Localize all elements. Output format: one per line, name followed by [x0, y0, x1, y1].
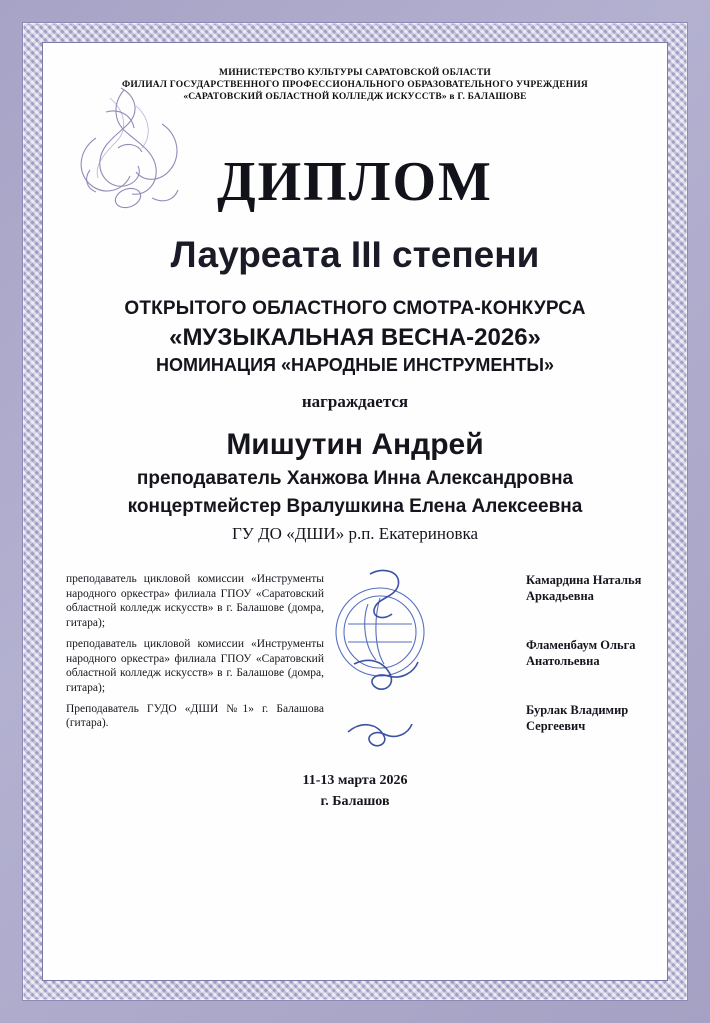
award-degree: Лауреата III степени: [170, 234, 540, 275]
document-title: ДИПЛОМ: [217, 151, 493, 213]
jury-description: преподаватель цикловой комиссии «Инструменты народного оркестра» филиала ГПОУ «Саратовский областной колледж искусств» в г. Балашове (домра, гитара);: [66, 637, 324, 695]
contest-line-3: НОМИНАЦИЯ «НАРОДНЫЕ ИНСТРУМЕНТЫ»: [155, 355, 555, 375]
jury-description: преподаватель цикловой комиссии «Инструменты народного оркестра» филиала ГПОУ «Саратовский областной колледж искусств» в г. Балашове (домра, гитара);: [66, 573, 324, 630]
jury-member-name: Фламенбаум Ольга Анатольевна: [526, 637, 636, 669]
header-line-3: «САРАТОВСКИЙ ОБЛАСТНОЙ КОЛЛЕДЖ ИСКУССТВ» в Г. БАЛАШОВЕ: [183, 92, 527, 102]
awarded-label: награждается: [301, 392, 409, 411]
footer-block: [48, 770, 662, 812]
jury-row: [66, 702, 646, 735]
event-city: г. Балашов: [320, 794, 390, 810]
contest-line-2: «МУЗЫКАЛЬНАЯ ВЕСНА-2026»: [169, 324, 541, 351]
jury-description: Преподаватель ГУДО «ДШИ №1» г. Балашова (гитара).: [66, 702, 324, 730]
contest-line-1: ОТКРЫТОГО ОБЛАСТНОГО СМОТРА-КОНКУРСА: [124, 298, 586, 319]
header-line-2: ФИЛИАЛ ГОСУДАРСТВЕННОГО ПРОФЕССИОНАЛЬНОГО ОБРАЗОВАТЕЛЬНОГО УЧРЕЖДЕНИЯ: [121, 80, 588, 90]
recipient-name: Мишутин Андрей: [226, 428, 484, 461]
jury-member-name: Камардина Наталья Аркадьевна: [526, 573, 642, 604]
header-line-1: МИНИСТЕРСТВО КУЛЬТУРЫ САРАТОВСКОЙ ОБЛАСТИ: [219, 68, 491, 78]
contest-block: [48, 298, 662, 376]
jury-row: [66, 637, 646, 696]
jury-member-name: Бурлак Владимир Сергеевич: [526, 702, 629, 733]
jury-section: [48, 572, 662, 734]
school-name: ГУ ДО «ДШИ» р.п. Екатериновка: [231, 524, 479, 543]
diploma-paper: [48, 48, 662, 975]
teacher-name: преподаватель Ханжова Инна Александровна: [136, 468, 574, 489]
jury-row: [66, 572, 646, 631]
event-date: 11-13 марта 2026: [302, 773, 408, 789]
ministry-header: [48, 48, 662, 102]
accompanist-name: концертмейстер Вралушкина Елена Алексеевна: [127, 496, 583, 517]
